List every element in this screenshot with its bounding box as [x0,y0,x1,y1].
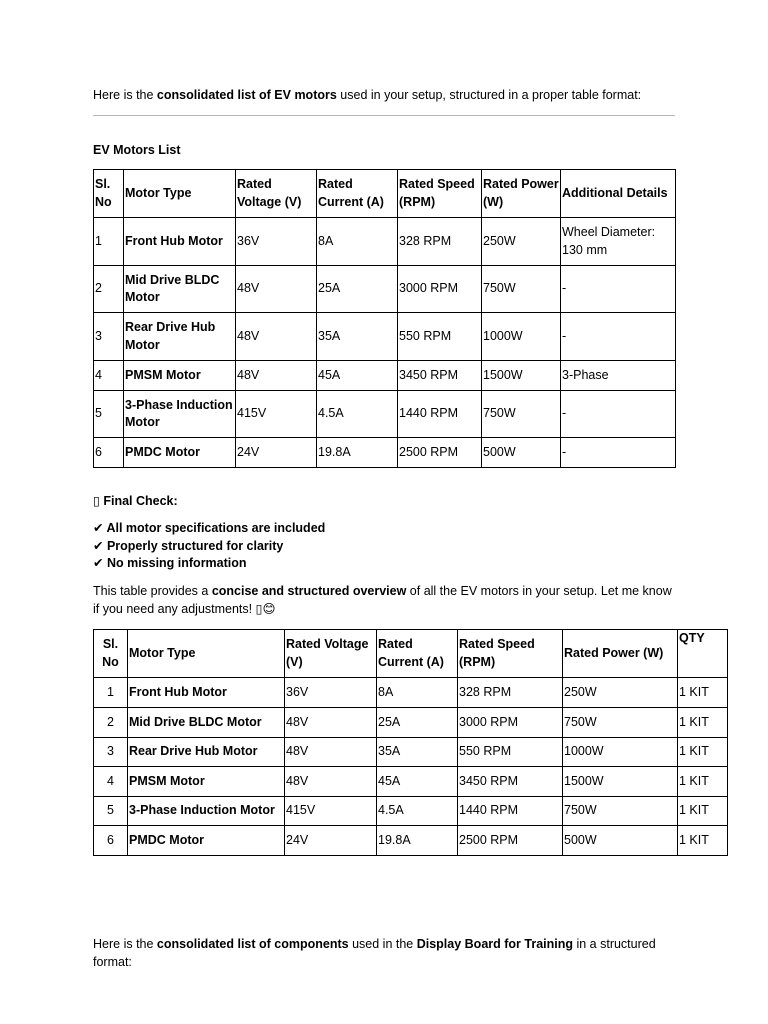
intro-text: Here is the [93,88,157,102]
table1-title: EV Motors List [93,143,181,157]
cell-motor-type: 3-Phase Induction Motor [128,797,285,826]
final-check-title: ▯ Final Check: [93,494,178,508]
summary-paragraph [93,583,675,618]
cell-power: 250W [563,678,678,708]
cell-current: 25A [377,708,458,738]
table-row [94,313,676,361]
cell-motor-type: PMSM Motor [128,767,285,797]
cell-power: 500W [563,826,678,856]
cell-sl-no: 1 [94,678,128,708]
header-rated-current: Rated Current (A) [317,170,398,218]
cell-power: 750W [482,391,561,438]
cell-current: 45A [317,361,398,391]
header-rated-power: Rated Power (W) [563,630,678,678]
summary-text: This table provides a [93,584,212,598]
cell-motor-type: 3-Phase Induction Motor [124,391,236,438]
header-additional-details: Additional Details [561,170,676,218]
intro-paragraph [93,87,641,105]
table-row [94,391,676,438]
cell-power: 750W [563,708,678,738]
cell-speed: 550 RPM [398,313,482,361]
cell-current: 19.8A [317,438,398,468]
cell-voltage: 48V [285,708,377,738]
table-row [94,797,728,826]
summary-bold-text: concise and structured overview [211,584,407,598]
components-text-mid: used in the [348,937,417,951]
cell-voltage: 415V [285,797,377,826]
check-item: ✔ All motor specifications are included [93,521,326,535]
cell-sl-no: 2 [94,266,124,313]
cell-motor-type: Mid Drive BLDC Motor [128,708,285,738]
cell-current: 25A [317,266,398,313]
table-row [94,826,728,856]
cell-motor-type: PMDC Motor [124,438,236,468]
cell-qty: 1 KIT [678,678,728,708]
cell-voltage: 36V [285,678,377,708]
cell-details: Wheel Diameter: 130 mm [561,218,676,266]
cell-power: 250W [482,218,561,266]
cell-speed: 2500 RPM [458,826,563,856]
header-rated-power: Rated Power (W) [482,170,561,218]
cell-power: 1500W [563,767,678,797]
cell-details: - [561,266,676,313]
header-rated-current: Rated Current (A) [377,630,458,678]
cell-motor-type: Mid Drive BLDC Motor [124,266,236,313]
cell-voltage: 48V [236,361,317,391]
cell-current: 8A [317,218,398,266]
cell-power: 750W [563,797,678,826]
intro-bold-text: consolidated list of EV motors [156,88,337,102]
cell-speed: 550 RPM [458,738,563,767]
cell-motor-type: Front Hub Motor [124,218,236,266]
cell-speed: 328 RPM [398,218,482,266]
cell-motor-type: PMSM Motor [124,361,236,391]
cell-qty: 1 KIT [678,797,728,826]
cell-current: 4.5A [317,391,398,438]
header-motor-type: Motor Type [124,170,236,218]
cell-speed: 3450 RPM [398,361,482,391]
cell-speed: 1440 RPM [458,797,563,826]
components-intro-paragraph [93,936,675,971]
cell-voltage: 36V [236,218,317,266]
header-sl-no: Sl. No [94,170,124,218]
components-text: Here is the [93,937,157,951]
cell-sl-no: 3 [94,313,124,361]
motors-qty-table [93,629,728,856]
cell-details: - [561,313,676,361]
cell-speed: 2500 RPM [398,438,482,468]
cell-speed: 3000 RPM [398,266,482,313]
table-row [94,218,676,266]
cell-motor-type: Front Hub Motor [128,678,285,708]
cell-voltage: 48V [236,313,317,361]
cell-sl-no: 5 [94,797,128,826]
header-rated-voltage: Rated Voltage (V) [285,630,377,678]
table-header-row [94,170,676,218]
header-rated-voltage: Rated Voltage (V) [236,170,317,218]
display-board-bold-text: Display Board for Training [416,937,573,951]
summary-text-end: of all the EV motors in your setup. Let me know if you need any adjustments! ▯😊 [93,584,672,616]
intro-text-end: used in your setup, structured in a proper table format: [336,88,642,102]
components-bold-text: consolidated list of components [156,937,349,951]
cell-sl-no: 3 [94,738,128,767]
cell-power: 1500W [482,361,561,391]
header-rated-speed: Rated Speed (RPM) [458,630,563,678]
header-motor-type: Motor Type [128,630,285,678]
ev-motors-table [93,169,676,468]
cell-voltage: 48V [285,767,377,797]
cell-current: 35A [377,738,458,767]
cell-current: 45A [377,767,458,797]
table-row [94,438,676,468]
header-sl-no: Sl. No [94,630,128,678]
cell-voltage: 24V [285,826,377,856]
cell-details: 3-Phase [561,361,676,391]
cell-motor-type: PMDC Motor [128,826,285,856]
cell-current: 35A [317,313,398,361]
cell-sl-no: 5 [94,391,124,438]
cell-power: 1000W [482,313,561,361]
cell-motor-type: Rear Drive Hub Motor [124,313,236,361]
cell-voltage: 415V [236,391,317,438]
cell-qty: 1 KIT [678,738,728,767]
check-item: ✔ No missing information [93,556,247,570]
cell-power: 750W [482,266,561,313]
final-check-list [93,520,325,573]
check-item: ✔ Properly structured for clarity [93,538,284,553]
cell-speed: 3450 RPM [458,767,563,797]
table-row [94,767,728,797]
cell-speed: 3000 RPM [458,708,563,738]
cell-power: 1000W [563,738,678,767]
horizontal-divider [93,115,675,116]
cell-details: - [561,438,676,468]
cell-sl-no: 2 [94,708,128,738]
cell-current: 4.5A [377,797,458,826]
cell-power: 500W [482,438,561,468]
cell-voltage: 48V [285,738,377,767]
cell-sl-no: 4 [94,361,124,391]
cell-sl-no: 6 [94,438,124,468]
table-row [94,678,728,708]
cell-qty: 1 KIT [678,767,728,797]
header-rated-speed: Rated Speed (RPM) [398,170,482,218]
table-row [94,361,676,391]
cell-sl-no: 6 [94,826,128,856]
cell-qty: 1 KIT [678,826,728,856]
cell-sl-no: 4 [94,767,128,797]
cell-qty: 1 KIT [678,708,728,738]
table-row [94,738,728,767]
cell-sl-no: 1 [94,218,124,266]
cell-speed: 328 RPM [458,678,563,708]
cell-current: 8A [377,678,458,708]
header-qty: QTY [678,630,728,678]
components-text-end: in a structured format: [93,937,656,969]
table-row [94,708,728,738]
cell-voltage: 24V [236,438,317,468]
table-row [94,266,676,313]
cell-details: - [561,391,676,438]
table-header-row [94,630,728,678]
cell-voltage: 48V [236,266,317,313]
cell-current: 19.8A [377,826,458,856]
cell-motor-type: Rear Drive Hub Motor [128,738,285,767]
cell-speed: 1440 RPM [398,391,482,438]
